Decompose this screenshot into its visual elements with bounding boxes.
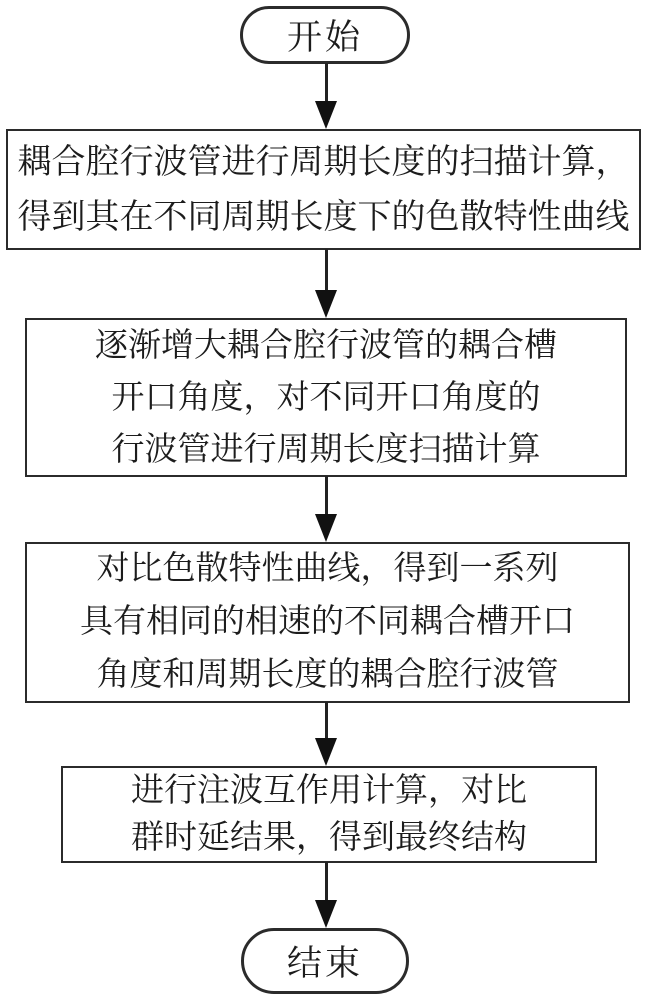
- end-terminator: [241, 928, 409, 994]
- step-2-line-2: 开口角度，对不同开口角度的: [111, 379, 541, 416]
- arrow-head-icon: [315, 738, 337, 766]
- arrow-head-icon: [315, 101, 337, 129]
- process-step-4: [61, 766, 597, 863]
- arrow-line: [325, 476, 328, 514]
- step-3-line-3: 角度和周期长度的耦合腔行波管: [96, 657, 559, 693]
- process-step-1: [6, 129, 641, 250]
- arrow-head-icon: [315, 900, 337, 928]
- start-terminator: [240, 6, 410, 64]
- step-1-line-2: 得到其在不同周期长度下的色散特性曲线: [17, 198, 630, 236]
- arrow-line: [325, 63, 328, 101]
- flow-arrow-2: [315, 249, 337, 318]
- step-3-line-2: 具有相同的相速的不同耦合槽开口: [80, 604, 575, 640]
- start-label: 开始: [286, 18, 363, 57]
- step-1-line-1: 耦合腔行波管进行周期长度的扫描计算，: [17, 143, 630, 181]
- arrow-line: [325, 249, 328, 290]
- step-2-line-3: 行波管进行周期长度扫描计算: [111, 431, 541, 468]
- process-step-3: [25, 542, 630, 703]
- step-4-line-1: 进行注波互作用计算，对比: [131, 772, 527, 809]
- flow-arrow-4: [315, 702, 337, 766]
- end-label: 结束: [286, 944, 363, 983]
- arrow-line: [325, 702, 328, 738]
- step-3-line-1: 对比色散特性曲线，得到一系列: [96, 551, 559, 587]
- arrow-head-icon: [315, 514, 337, 542]
- step-2-line-1: 逐渐增大耦合腔行波管的耦合槽: [95, 327, 557, 364]
- flow-arrow-3: [315, 476, 337, 542]
- arrow-line: [325, 862, 328, 900]
- process-step-2: [25, 318, 627, 477]
- arrow-head-icon: [315, 290, 337, 318]
- flow-arrow-1: [315, 63, 337, 129]
- flow-arrow-5: [315, 862, 337, 928]
- step-4-line-2: 群时延结果，得到最终结构: [131, 819, 527, 856]
